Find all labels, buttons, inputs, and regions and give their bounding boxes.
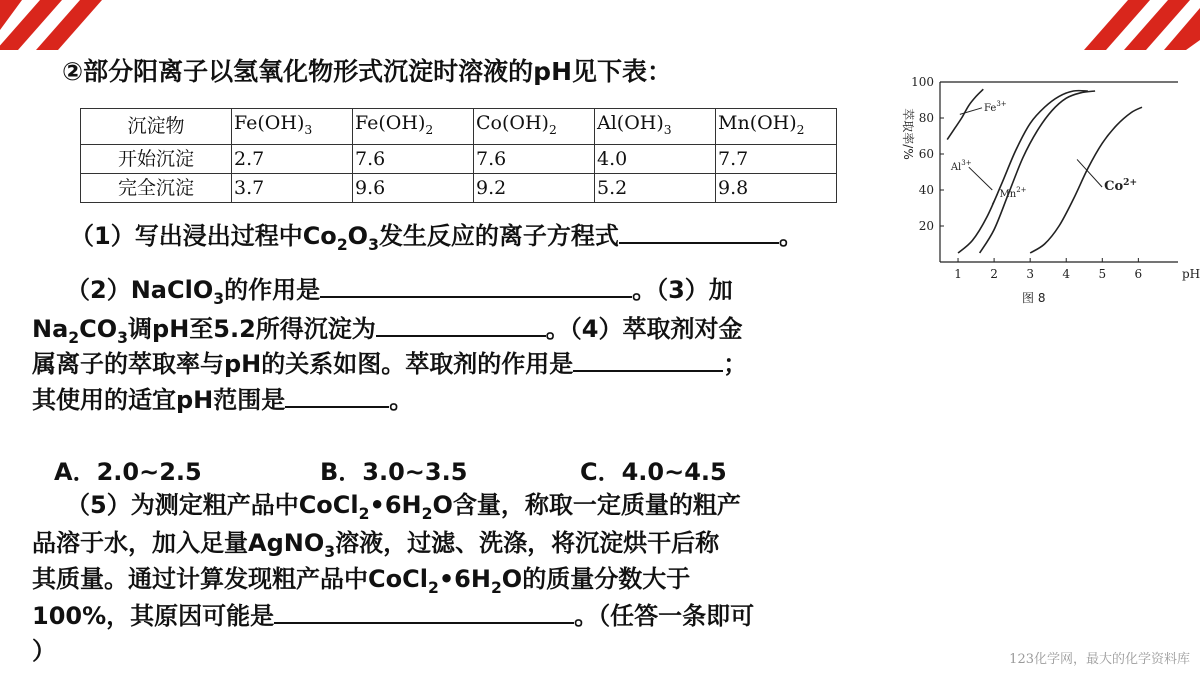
- question-5-line-2: 品溶于水，加入足量AgNO$_3$溶液，过滤、洗涤，将沉淀烘干后称: [32, 529, 720, 561]
- option-a: A．2.0~2.5: [54, 458, 202, 486]
- x-tick-label: 2: [990, 267, 998, 281]
- option-c: C．4.0~4.5: [580, 458, 727, 486]
- series-label-co2-: $Co^{2+}$: [1104, 177, 1138, 194]
- table-cell: 4.0: [595, 144, 716, 173]
- question-1: （1）写出浸出过程中$Co_2O_3$发生反应的离子方程式 。: [70, 218, 803, 262]
- table-cell: 2.7: [232, 144, 353, 173]
- y-tick-label: 80: [918, 111, 934, 125]
- table-cell: 7.6: [353, 144, 474, 173]
- table-header-cell: $Fe(OH)_3$: [232, 109, 353, 145]
- decorative-stripes-right: [1070, 0, 1200, 50]
- table-header-cell: $Mn(OH)_2$: [716, 109, 837, 145]
- series-label-fe3-: $Fe^{3+}$: [984, 99, 1007, 114]
- decorative-stripes-left: [0, 0, 130, 50]
- table-header-label: 沉淀物: [81, 109, 232, 145]
- table-cell: 9.2: [474, 173, 595, 202]
- table-row-label: 完全沉淀: [81, 173, 232, 202]
- table-cell: 3.7: [232, 173, 353, 202]
- table-row: [81, 144, 837, 173]
- footer-watermark: 123化学网，最大的化学资料库: [1009, 652, 1190, 667]
- option-b: B．3.0~3.5: [320, 458, 468, 486]
- table-cell: 5.2: [595, 173, 716, 202]
- question-5-line-4: 100%，其原因可能是 。（任答一条即可: [32, 598, 754, 633]
- answer-blank: [320, 272, 632, 298]
- series-label-leader: [992, 194, 997, 204]
- x-tick-label: 4: [1062, 267, 1071, 281]
- question-4: 属离子的萃取率与pH的关系如图。萃取剂的作用是 ；: [32, 346, 747, 381]
- y-tick-label: 40: [918, 183, 934, 197]
- table-header-row: [81, 109, 837, 145]
- series-line-fe3-: [947, 89, 983, 139]
- x-axis-label: pH: [1182, 267, 1200, 281]
- answer-blank: [573, 346, 723, 372]
- series-label-leader: [960, 108, 982, 115]
- question-5-line-5: ）: [32, 637, 56, 665]
- y-axis-label: 萃取率/%: [901, 108, 915, 160]
- table-header-cell: $Co(OH)_2$: [474, 109, 595, 145]
- x-tick-label: 6: [1134, 267, 1143, 281]
- y-tick-label: 20: [918, 219, 934, 233]
- table-cell: 7.7: [716, 144, 837, 173]
- x-tick-label: 3: [1026, 267, 1034, 281]
- answer-blank: [274, 598, 574, 624]
- answer-blank: [376, 311, 546, 337]
- table-header-cell: $Fe(OH)_2$: [353, 109, 474, 145]
- table-row-label: 开始沉淀: [81, 144, 232, 173]
- question-2: （2）NaClO$_3$的作用是 。（3）加: [66, 272, 733, 316]
- table-row: [81, 173, 837, 202]
- precipitation-ph-table: [80, 108, 837, 203]
- question-5-line-3: 其质量。通过计算发现粗产品中$CoCl_2•6H_2O$的质量分数大于: [32, 565, 691, 597]
- x-tick-label: 5: [1098, 267, 1107, 281]
- question-3: $Na_2CO_3$调pH至5.2所得沉淀为 。（4）萃取剂对金: [32, 311, 743, 355]
- question-5-line-1: （5）为测定粗产品中$CoCl_2•6H_2O$含量，称取一定质量的粗产: [66, 491, 741, 523]
- plot-area: [901, 75, 1200, 305]
- table-cell: 9.8: [716, 173, 837, 202]
- question-4-range: 其使用的适宜pH范围是 。: [32, 382, 413, 417]
- answer-blank: [619, 218, 779, 244]
- x-tick-label: 1: [954, 267, 962, 281]
- extraction-rate-chart: [888, 70, 1200, 320]
- y-tick-label: 60: [918, 147, 934, 161]
- y-tick-label: 100: [911, 75, 934, 89]
- series-label-al3-: $Al^{3+}$: [950, 159, 972, 174]
- series-line-al3-: [958, 91, 1088, 253]
- table-header-cell: $Al(OH)_3$: [595, 109, 716, 145]
- series-label-leader: [969, 167, 992, 190]
- table-cell: 9.6: [353, 173, 474, 202]
- answer-blank: [285, 382, 389, 408]
- table-cell: 7.6: [474, 144, 595, 173]
- section-heading: ②部分阳离子以氢氧化物形式沉淀时溶液的pH见下表：: [62, 57, 672, 86]
- chart-caption: 图 8: [1022, 291, 1046, 305]
- series-label-mn2-: $Mn^{2+}$: [999, 186, 1027, 201]
